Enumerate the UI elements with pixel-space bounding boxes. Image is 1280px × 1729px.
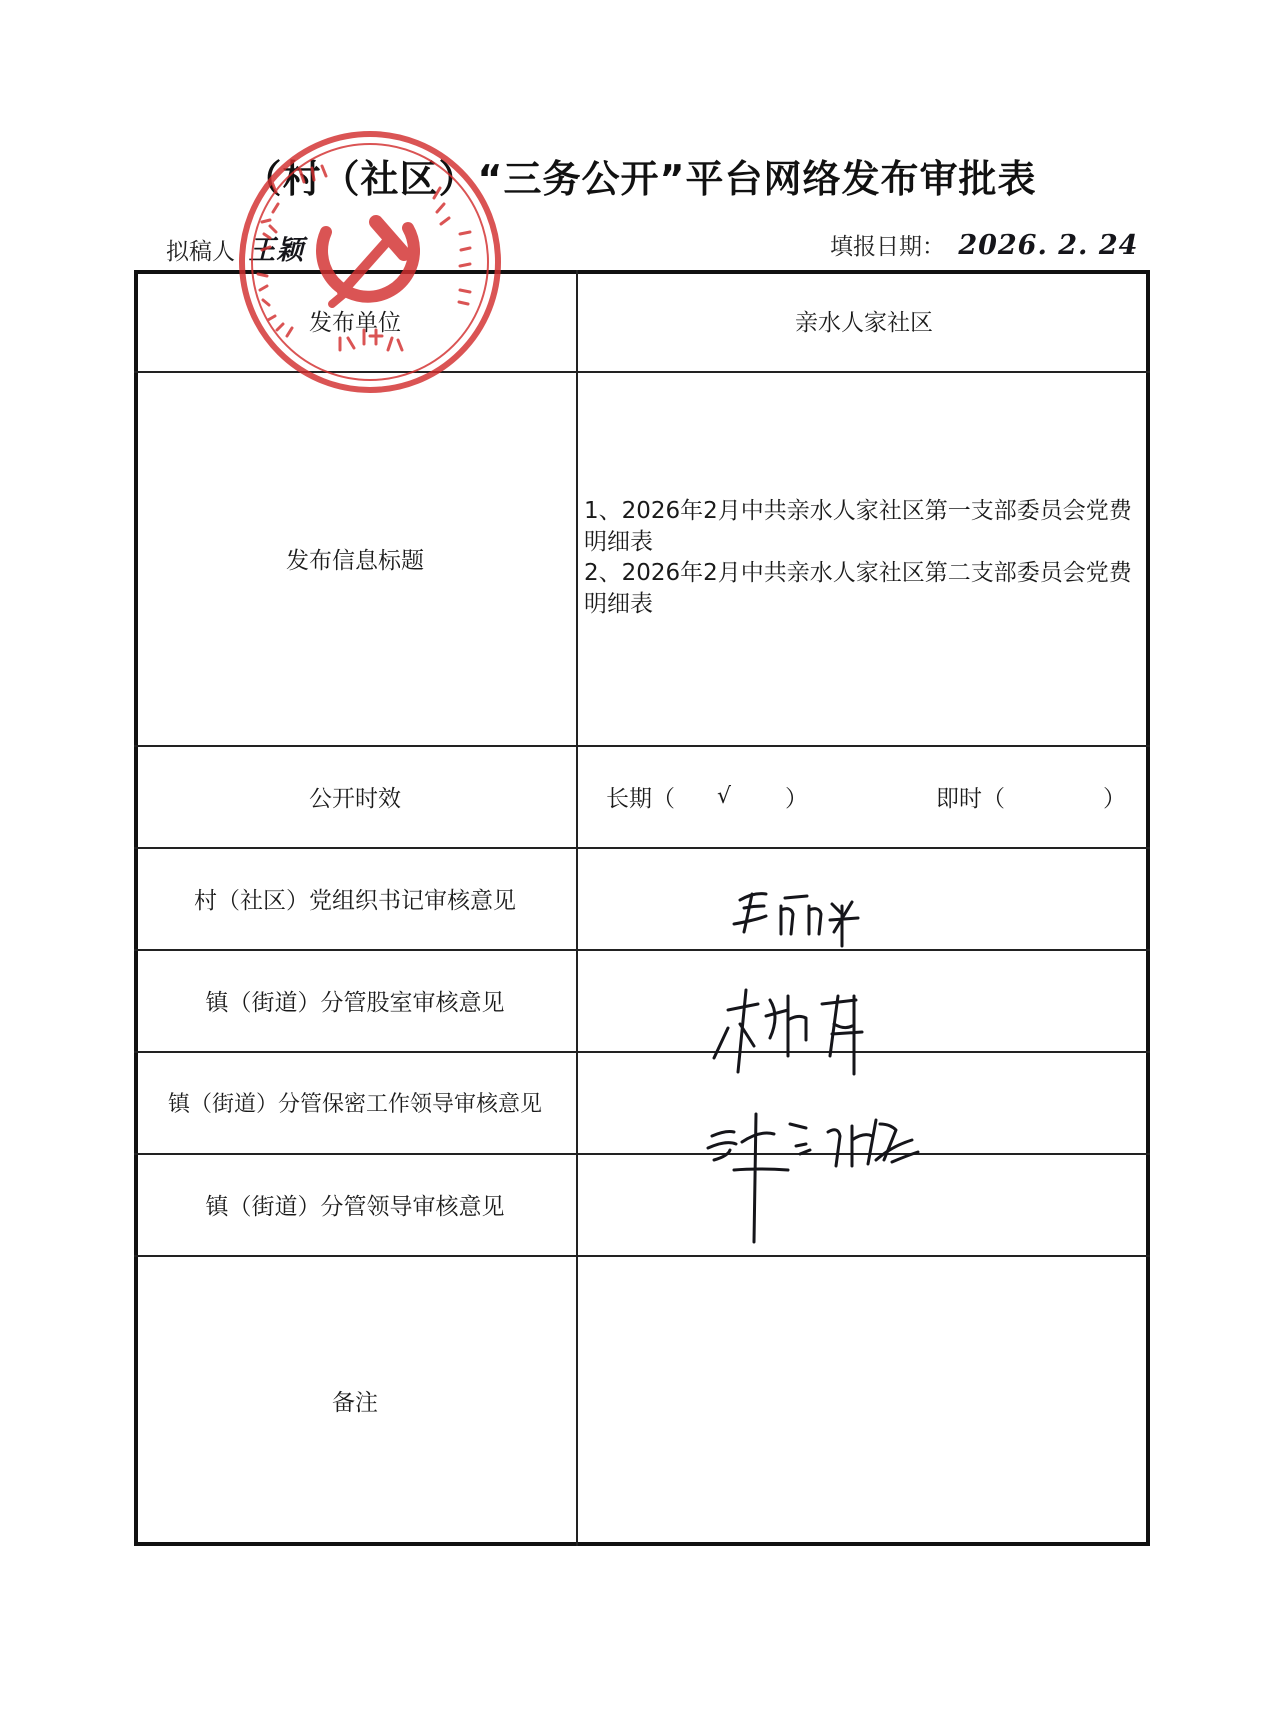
remarks-value bbox=[578, 1255, 1150, 1546]
form-title: （村（社区）“三务公开”平台网络发布审批表 bbox=[243, 157, 1037, 201]
approval-table bbox=[134, 270, 1150, 1546]
remarks-label: 备注 bbox=[332, 1390, 378, 1416]
long-term-close: ） bbox=[785, 785, 809, 812]
timeliness-label: 公开时效 bbox=[309, 785, 401, 812]
drafter-label: 拟稿人 bbox=[166, 239, 235, 265]
dept-review-value bbox=[578, 949, 1150, 1051]
drafter-field bbox=[166, 228, 304, 267]
long-term-checkmark: √ bbox=[717, 783, 732, 809]
leader-review-label: 镇（街道）分管领导审核意见 bbox=[205, 1193, 505, 1220]
date-label: 填报日期： bbox=[830, 234, 945, 260]
drafter-name: 王颖 bbox=[248, 235, 305, 266]
secretary-review-label: 村（社区）党组织书记审核意见 bbox=[194, 887, 516, 914]
immediate-close: ） bbox=[1103, 785, 1127, 812]
info-title-item-1: 1、2026年2月中共亲水人家社区第一支部委员会党费明细表 bbox=[584, 498, 1132, 555]
secrecy-review-value bbox=[578, 1051, 1150, 1153]
date-value: 2026. 2. 24 bbox=[958, 230, 1139, 261]
info-title-content bbox=[578, 371, 1150, 745]
info-title-label: 发布信息标题 bbox=[286, 547, 424, 574]
immediate-label: 即时（ bbox=[936, 785, 1006, 812]
secrecy-review-label: 镇（街道）分管保密工作领导审核意见 bbox=[167, 1091, 542, 1117]
date-field bbox=[830, 228, 1138, 261]
secretary-review-value bbox=[578, 847, 1150, 949]
info-title-item-2: 2、2026年2月中共亲水人家社区第二支部委员会党费明细表 bbox=[584, 560, 1132, 617]
timeliness-options bbox=[578, 745, 1150, 847]
publisher-value: 亲水人家社区 bbox=[795, 310, 933, 336]
dept-review-label: 镇（街道）分管股室审核意见 bbox=[205, 989, 505, 1016]
leader-review-value bbox=[578, 1153, 1150, 1255]
publisher-label: 发布单位 bbox=[309, 310, 401, 336]
long-term-label: 长期（ bbox=[606, 785, 675, 812]
